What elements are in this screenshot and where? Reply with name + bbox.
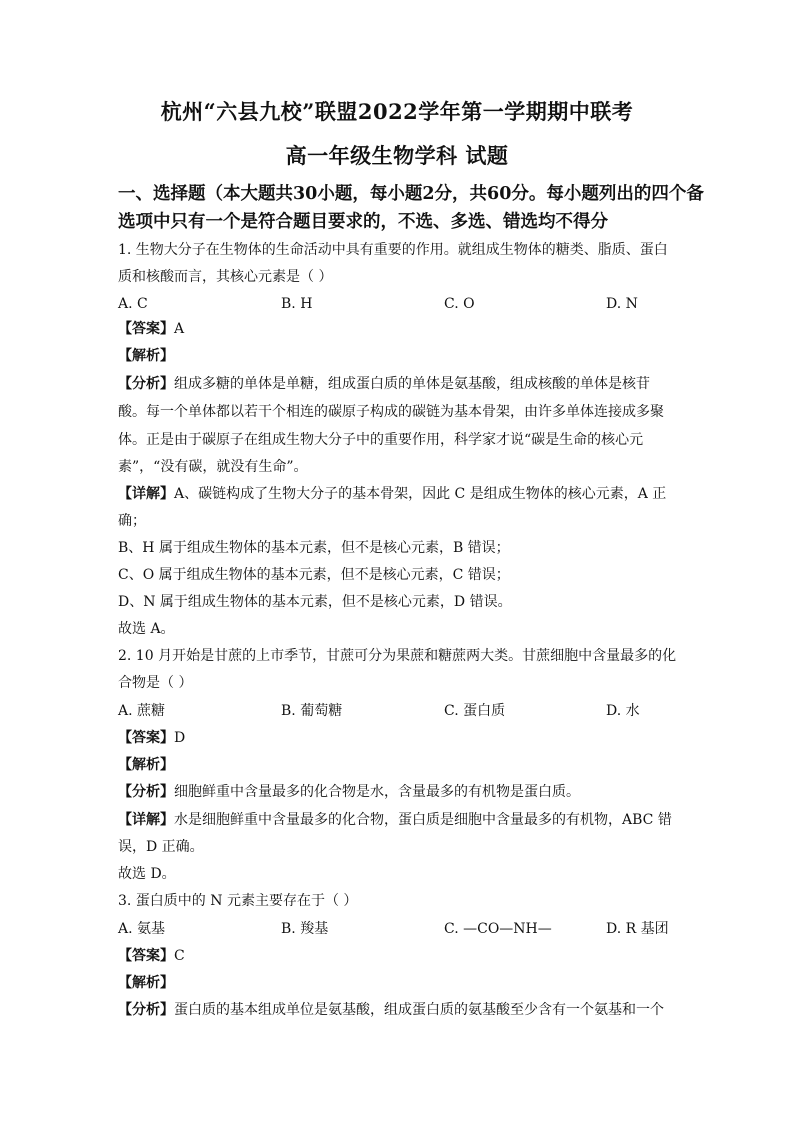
xiangjie-text: 水是细胞鲜重中含量最多的化合物，蛋白质是细胞中含量最多的有机物，ABC 错 — [174, 812, 672, 828]
fenxi-text: 组成多糖的单体是单糖，组成蛋白质的单体是氨基酸，组成核酸的单体是核苷 — [174, 376, 650, 392]
section-heading-line2: 选项中只有一个是符合题目要求的，不选、多选、错选均不得分 — [118, 212, 608, 232]
q2-xiangjie-line1 — [118, 810, 672, 830]
q2-option-c: C. 蛋白质 — [444, 703, 506, 719]
q2-xiangjie-line2: 误，D 正确。 — [118, 839, 204, 855]
fenxi-tag: 【分析】 — [118, 376, 174, 392]
q3-analysis-heading — [118, 973, 174, 993]
q3-answer — [118, 946, 185, 966]
q3-option-c: C. —CO—NH— — [444, 921, 552, 937]
q2-option-d: D. 水 — [606, 703, 640, 719]
q1-fenxi-line1 — [118, 374, 650, 394]
q1-line-c: C、O 属于组成生物体的基本元素，但不是核心元素，C 错误； — [118, 567, 510, 583]
q1-stem-line2: 质和核酸而言，其核心元素是（ ） — [118, 269, 333, 285]
q1-line-d: D、N 属于组成生物体的基本元素，但不是核心元素，D 错误。 — [118, 594, 512, 610]
q1-fenxi-line4: 素”，“没有碳，就没有生命”。 — [118, 459, 308, 475]
q1-fenxi-line2: 酸。每一个单体都以若干个相连的碳原子构成的碳链为基本骨架，由许多单体连接成多聚 — [118, 404, 664, 420]
q2-answer — [118, 728, 185, 748]
q1-answer — [118, 319, 184, 339]
fenxi-text: 蛋白质的基本组成单位是氨基酸，组成蛋白质的氨基酸至少含有一个氨基和一个 — [174, 1002, 664, 1018]
answer-tag: 【答案】 — [118, 321, 174, 337]
exam-subtitle: 高一年级生物学科 试题 — [285, 143, 509, 168]
q3-option-d: D. R 基团 — [606, 921, 669, 937]
answer-tag: 【答案】 — [118, 730, 174, 746]
q1-analysis-heading — [118, 346, 174, 366]
answer-tag: 【答案】 — [118, 948, 174, 964]
q3-option-a: A. 氨基 — [118, 921, 166, 937]
q3-stem-line1: 3. 蛋白质中的 N 元素主要存在于（ ） — [118, 893, 358, 909]
analysis-tag: 【解析】 — [118, 975, 174, 991]
q1-xiangjie-line1 — [118, 484, 666, 504]
q2-conclusion: 故选 D。 — [118, 866, 176, 882]
section-heading-line1: 一、选择题（本大题共30小题，每小题2分，共60分。每小题列出的四个备 — [118, 184, 704, 204]
q2-stem-line2: 合物是（ ） — [118, 675, 193, 691]
q2-option-b: B. 葡萄糖 — [281, 703, 343, 719]
q3-option-b: B. 羧基 — [281, 921, 329, 937]
xiangjie-tag: 【详解】 — [118, 486, 174, 502]
fenxi-tag: 【分析】 — [118, 1002, 174, 1018]
q1-conclusion: 故选 A。 — [118, 621, 175, 637]
q1-fenxi-line3: 体。正是由于碳原子在组成生物大分子中的重要作用，科学家才说“碳是生命的核心元 — [118, 432, 644, 448]
q1-option-d: D. N — [606, 296, 638, 312]
answer-value: D — [174, 730, 186, 746]
fenxi-tag: 【分析】 — [118, 784, 174, 800]
fenxi-text: 细胞鲜重中含量最多的化合物是水，含量最多的有机物是蛋白质。 — [174, 784, 580, 800]
q2-stem-line1: 2. 10 月开始是甘蔗的上市季节，甘蔗可分为果蔗和糖蔗两大类。甘蔗细胞中含量最多的化 — [118, 648, 677, 664]
q1-stem-line1: 1. 生物大分子在生物体的生命活动中具有重要的作用。就组成生物体的糖类、脂质、蛋白 — [118, 242, 668, 258]
q1-line-b: B、H 属于组成生物体的基本元素，但不是核心元素，B 错误； — [118, 540, 510, 556]
xiangjie-text: A、碳链构成了生物大分子的基本骨架，因此 C 是组成生物体的核心元素，A 正 — [174, 486, 667, 502]
answer-value: A — [174, 321, 185, 337]
analysis-tag: 【解析】 — [118, 757, 174, 773]
q2-analysis-heading — [118, 755, 174, 775]
xiangjie-tag: 【详解】 — [118, 812, 174, 828]
q3-fenxi-line1 — [118, 1000, 664, 1020]
q2-fenxi-line1 — [118, 782, 580, 802]
q1-option-a: A. C — [118, 296, 148, 312]
q1-option-b: B. H — [281, 296, 313, 312]
exam-title: 杭州“六县九校”联盟2022学年第一学期期中联考 — [160, 99, 634, 124]
answer-value: C — [174, 948, 185, 964]
q1-option-c: C. O — [444, 296, 475, 312]
analysis-tag: 【解析】 — [118, 348, 174, 364]
q2-option-a: A. 蔗糖 — [118, 703, 166, 719]
q1-xiangjie-line2: 确； — [118, 513, 146, 529]
